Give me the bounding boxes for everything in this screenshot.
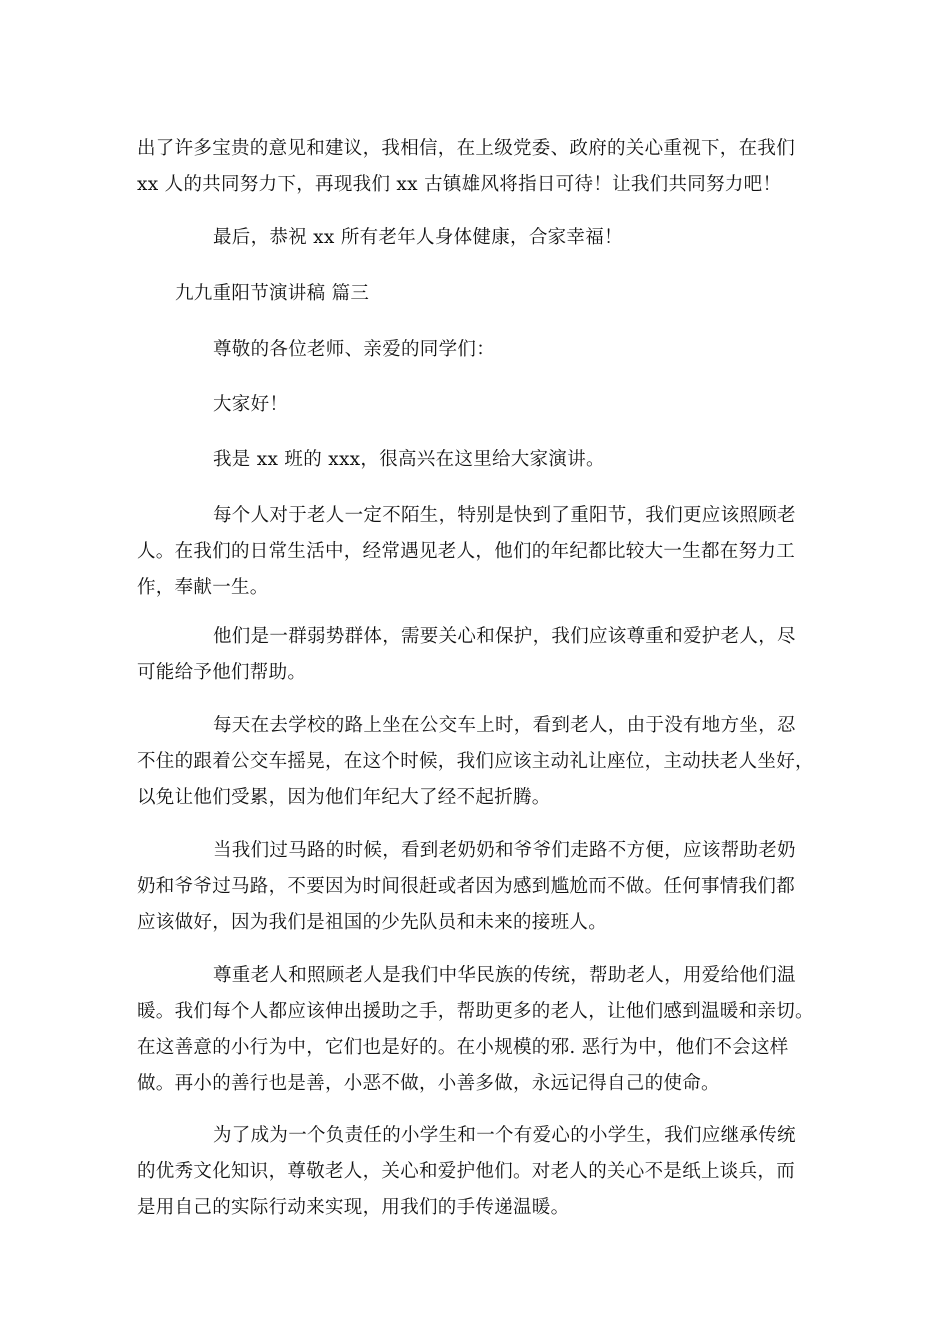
text-line: 做。再小的善行也是善，小恶不做，小善多做，永远记得自己的使命。 — [137, 1073, 720, 1094]
text-line: 每天在去学校的路上坐在公交车上时，看到老人，由于没有地方坐，忍 — [213, 715, 796, 736]
text-line: 以免让他们受累，因为他们年纪大了经不起折腾。 — [137, 787, 551, 808]
text-line: 可能给予他们帮助。 — [137, 662, 307, 683]
text-line: 每个人对于老人一定不陌生，特别是快到了重阳节，我们更应该照顾老 — [213, 505, 796, 526]
text-line: 奶和爷爷过马路，不要因为时间很赶或者因为感到尴尬而不做。任何事情我们都 — [137, 876, 796, 897]
text-line: xx 人的共同努力下，再现我们 xx 古镇雄风将指日可待！让我们共同努力吧！ — [137, 174, 782, 195]
text-line: 出了许多宝贵的意见和建议，我相信，在上级党委、政府的关心重视下，在我们 — [137, 138, 796, 159]
text-line: 作，奉献一生。 — [137, 577, 269, 598]
salutation: 尊敬的各位老师、亲爱的同学们： — [213, 339, 496, 360]
text-line: 是用自己的实际行动来实现，用我们的手传递温暖。 — [137, 1197, 570, 1218]
text-line: 为了成为一个负责任的小学生和一个有爱心的小学生，我们应继承传统 — [213, 1125, 796, 1146]
introduction: 我是 xx 班的 xxx，很高兴在这里给大家演讲。 — [213, 449, 605, 470]
closing-paragraph: 最后，恭祝 xx 所有老年人身体健康，合家幸福！ — [213, 227, 623, 248]
greeting: 大家好！ — [213, 394, 289, 415]
text-line: 暖。我们每个人都应该伸出援助之手，帮助更多的老人，让他们感到温暖和亲切。 — [137, 1001, 814, 1022]
text-line: 他们是一群弱势群体，需要关心和保护，我们应该尊重和爱护老人，尽 — [213, 626, 796, 647]
text-line: 应该做好，因为我们是祖国的少先队员和未来的接班人。 — [137, 912, 608, 933]
text-line: 尊重老人和照顾老人是我们中华民族的传统，帮助老人，用爱给他们温 — [213, 965, 796, 986]
text-line: 在这善意的小行为中，它们也是好的。在小规模的邪. 恶行为中，他们不会这样 — [137, 1037, 789, 1058]
text-line: 的优秀文化知识，尊敬老人，关心和爱护他们。对老人的关心不是纸上谈兵，而 — [137, 1161, 796, 1182]
text-line: 人。在我们的日常生活中，经常遇见老人，他们的年纪都比较大一生都在努力工 — [137, 541, 796, 562]
section-heading: 九九重阳节演讲稿 篇三 — [175, 283, 370, 304]
text-line: 当我们过马路的时候，看到老奶奶和爷爷们走路不方便，应该帮助老奶 — [213, 840, 796, 861]
text-line: 不住的跟着公交车摇晃，在这个时候，我们应该主动礼让座位，主动扶老人坐好， — [137, 751, 814, 772]
